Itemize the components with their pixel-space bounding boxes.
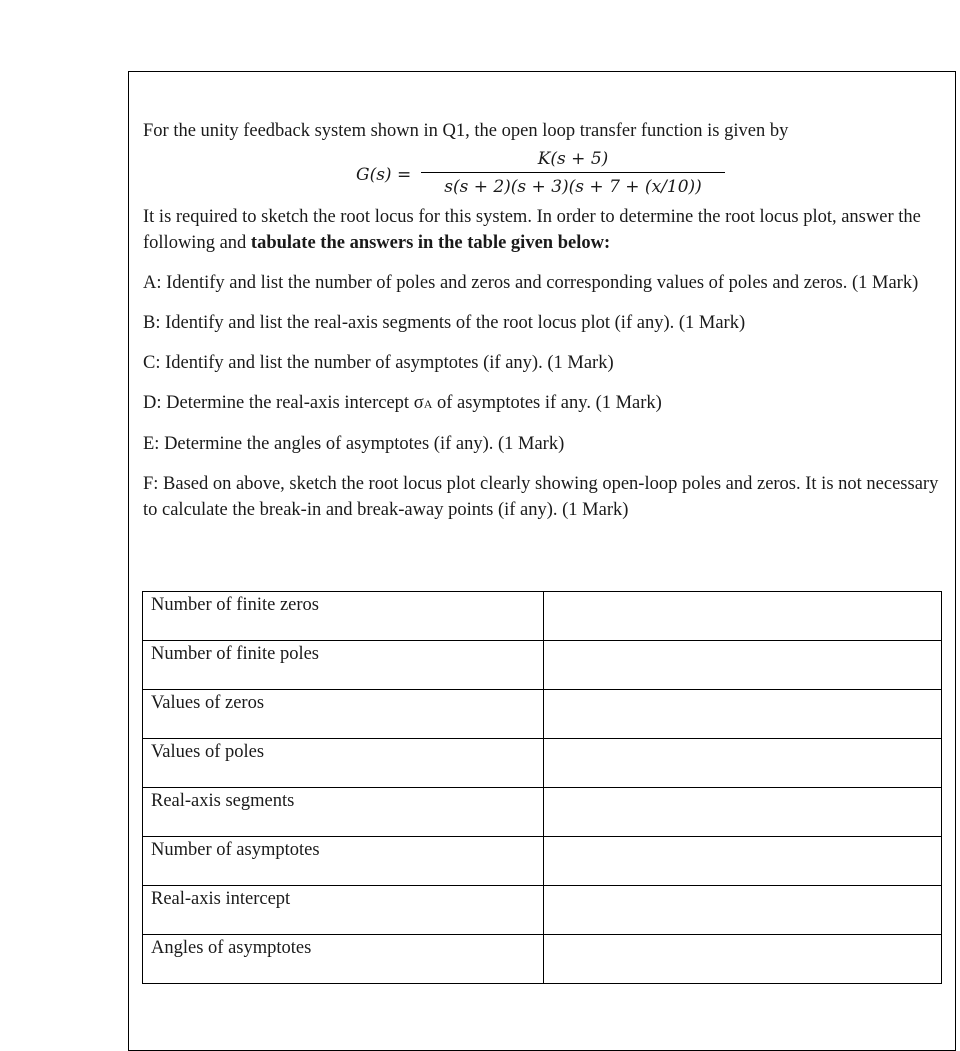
- answer-cell[interactable]: [543, 788, 941, 837]
- requirement-text: [143, 204, 943, 256]
- row-label: Angles of asymptotes: [143, 935, 544, 984]
- table-row: [143, 739, 942, 788]
- answer-cell[interactable]: [543, 935, 941, 984]
- part-d: [143, 390, 943, 417]
- table-row: [143, 935, 942, 984]
- row-label: Number of finite poles: [143, 641, 544, 690]
- requirement-bold: tabulate the answers in the table given below:: [250, 233, 611, 253]
- equation-lhs: G(s) =: [356, 165, 412, 185]
- sigma-subscript: A: [423, 397, 433, 411]
- transfer-function-equation: [143, 146, 943, 204]
- intro-text: For the unity feedback system shown in Q1, the open loop transfer function is given by: [143, 121, 789, 141]
- row-label: Real-axis segments: [143, 788, 544, 837]
- table-row: [143, 886, 942, 935]
- question-body: [143, 118, 943, 523]
- requirement-plain: It is required to sketch the root locus for this system. In order to determine the root locus plot, answer the following and: [143, 207, 921, 253]
- row-label: Number of asymptotes: [143, 837, 544, 886]
- answer-table: [142, 591, 942, 984]
- row-label: Real-axis intercept: [143, 886, 544, 935]
- part-d-after: of asymptotes if any. (1 Mark): [432, 393, 662, 413]
- answer-cell[interactable]: [543, 690, 941, 739]
- answer-cell[interactable]: [543, 641, 941, 690]
- equation-numerator: K(s + 5): [421, 146, 725, 173]
- answer-cell[interactable]: [543, 739, 941, 788]
- table-row: [143, 690, 942, 739]
- table-row: [143, 592, 942, 641]
- answer-cell[interactable]: [543, 837, 941, 886]
- row-label: Number of finite zeros: [143, 592, 544, 641]
- table-row: [143, 641, 942, 690]
- row-label: Values of poles: [143, 739, 544, 788]
- equation-denominator: s(s + 2)(s + 3)(s + 7 + (x/10)): [444, 177, 702, 197]
- equation-fraction: [421, 146, 725, 201]
- answer-cell[interactable]: [543, 592, 941, 641]
- part-d-before: D: Determine the real-axis intercept: [143, 393, 414, 413]
- table-row: [143, 788, 942, 837]
- row-label: Values of zeros: [143, 690, 544, 739]
- part-e: E: Determine the angles of asymptotes (if any). (1 Mark): [143, 434, 565, 454]
- part-c: C: Identify and list the number of asymptotes (if any). (1 Mark): [143, 353, 614, 373]
- answer-cell[interactable]: [543, 886, 941, 935]
- part-f: F: Based on above, sketch the root locus plot clearly showing open-loop poles and zeros. It is not necessary to calculate the break-in and break-away points (if any). (1 Mark): [143, 474, 939, 520]
- part-a: A: Identify and list the number of poles and zeros and corresponding values of poles and zeros. (1 Mark): [143, 273, 919, 293]
- part-b: B: Identify and list the real-axis segments of the root locus plot (if any). (1 Mark): [143, 313, 746, 333]
- sigma-symbol: σ: [413, 393, 424, 413]
- table-row: [143, 837, 942, 886]
